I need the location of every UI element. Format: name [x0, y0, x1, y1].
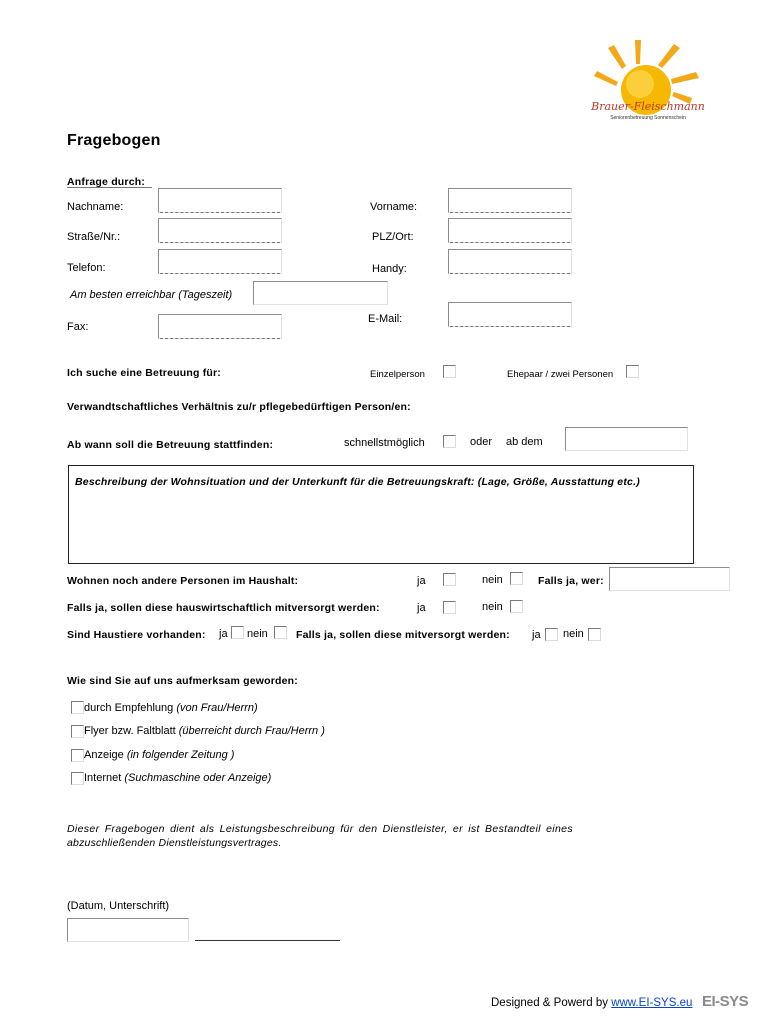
haustiere-mit-nein-label: nein	[563, 628, 584, 640]
company-logo	[588, 38, 708, 126]
anzeige-checkbox[interactable]	[71, 749, 84, 762]
haustiere-mitversorgt-question: Falls ja, sollen diese mitversorgt werden:	[296, 629, 510, 641]
haustiere-mit-ja-checkbox[interactable]	[545, 628, 558, 641]
vorname-label: Vorname:	[370, 201, 418, 213]
flyer-option	[84, 725, 325, 737]
disclaimer-line-2: abzuschließenden Dienstleistungsvertrages.	[67, 837, 282, 849]
haustiere-ja-label: ja	[219, 628, 228, 640]
schnellstmoeglich-label: schnellstmöglich	[344, 437, 425, 449]
wohnsituation-label: Beschreibung der Wohnsituation und der Unterkunft für die Betreuungskraft: (Lage, Größe, Ausstattung etc.)	[75, 476, 640, 488]
flyer-checkbox[interactable]	[71, 725, 84, 738]
nachname-label: Nachname:	[67, 201, 124, 213]
empfehlung-checkbox[interactable]	[71, 701, 84, 714]
fax-label: Fax:	[67, 321, 89, 333]
sun-logo-icon	[588, 38, 708, 126]
empfehlung-label: durch Empfehlung	[84, 702, 174, 714]
anzeige-label: Anzeige	[84, 749, 124, 761]
falls-wer-field[interactable]	[609, 567, 730, 591]
mitversorgt-ja-label: ja	[417, 602, 426, 614]
mitversorgt-nein-label: nein	[482, 601, 503, 613]
einzelperson-label: Einzelperson	[370, 369, 425, 380]
handy-field[interactable]	[448, 249, 572, 274]
disclaimer-line-1: Dieser Fragebogen dient als Leistungsbeschreibung für den Dienstleister, er ist Bestandteil eines	[67, 823, 573, 835]
internet-hint: (Suchmaschine oder Anzeige)	[124, 772, 272, 784]
vorname-underline	[450, 212, 570, 213]
oder-label: oder	[470, 436, 493, 448]
verwandt-question: Verwandtschaftliches Verhältnis zu/r pflegebedürftigen Person/en:	[67, 401, 411, 413]
strasse-field[interactable]	[158, 218, 282, 243]
footer-link[interactable]: www.EI-SYS.eu	[611, 997, 693, 1009]
mitversorgt-nein-checkbox[interactable]	[510, 600, 523, 613]
fax-underline	[160, 338, 280, 339]
signature-line	[195, 940, 340, 941]
telefon-field[interactable]	[158, 249, 282, 274]
fax-field[interactable]	[158, 314, 282, 339]
falls-wer-label: Falls ja, wer:	[538, 575, 604, 587]
vorname-field[interactable]	[448, 188, 572, 213]
handy-label: Handy:	[372, 263, 407, 275]
abdem-label: ab dem	[506, 436, 543, 448]
plz-label: PLZ/Ort:	[372, 231, 414, 243]
logo-subtitle: Seniorenbetreuung Sonnenschein	[610, 115, 686, 121]
footer-text: Designed & Powerd by	[491, 997, 608, 1009]
schnellstmoeglich-checkbox[interactable]	[443, 435, 456, 448]
internet-label: Internet	[84, 772, 122, 784]
empfehlung-option	[84, 702, 258, 714]
nachname-underline	[160, 212, 280, 213]
betreuung-question: Ich suche eine Betreuung für:	[67, 367, 221, 379]
personen-ja-checkbox[interactable]	[443, 573, 456, 586]
ehepaar-label: Ehepaar / zwei Personen	[507, 369, 614, 380]
erreichbar-label: Am besten erreichbar (Tageszeit)	[70, 289, 233, 301]
anzeige-hint: (in folgender Zeitung )	[126, 749, 235, 761]
plz-underline	[450, 242, 570, 243]
empfehlung-hint: (von Frau/Herrn)	[176, 702, 258, 714]
personen-nein-label: nein	[482, 574, 503, 586]
abdem-date-field[interactable]	[565, 427, 688, 451]
flyer-label: Flyer bzw. Faltblatt	[84, 725, 176, 737]
personen-ja-label: ja	[417, 575, 426, 587]
eisys-logo: EI-SYS	[702, 993, 749, 1010]
email-underline	[450, 326, 570, 327]
aufmerksam-question: Wie sind Sie auf uns aufmerksam geworden:	[67, 675, 298, 687]
haustiere-mit-nein-checkbox[interactable]	[588, 628, 601, 641]
nachname-field[interactable]	[158, 188, 282, 213]
internet-checkbox[interactable]	[71, 772, 84, 785]
telefon-underline	[160, 273, 280, 274]
personen-question: Wohnen noch andere Personen im Haushalt:	[67, 575, 299, 587]
strasse-label: Straße/Nr.:	[67, 231, 121, 243]
mitversorgt-question: Falls ja, sollen diese hauswirtschaftlich mitversorgt werden:	[67, 602, 380, 614]
anzeige-option	[84, 749, 234, 761]
anfrage-label: Anfrage durch:	[67, 176, 146, 188]
personen-nein-checkbox[interactable]	[510, 572, 523, 585]
plz-field[interactable]	[448, 218, 572, 243]
abwann-question: Ab wann soll die Betreuung stattfinden:	[67, 439, 274, 451]
anfrage-underline	[67, 187, 152, 188]
page-title: Fragebogen	[67, 132, 161, 149]
datum-unterschrift-label: (Datum, Unterschrift)	[67, 900, 170, 912]
logo-wordmark: Brauer-Fleischmann	[591, 100, 705, 113]
handy-underline	[450, 273, 570, 274]
haustiere-nein-label: nein	[247, 628, 268, 640]
email-label: E-Mail:	[368, 313, 403, 325]
haustiere-nein-checkbox[interactable]	[274, 626, 287, 639]
einzelperson-checkbox[interactable]	[443, 365, 456, 378]
haustiere-question: Sind Haustiere vorhanden:	[67, 629, 206, 641]
internet-option	[84, 772, 271, 784]
ehepaar-checkbox[interactable]	[626, 365, 639, 378]
mitversorgt-ja-checkbox[interactable]	[443, 601, 456, 614]
flyer-hint: (überreicht durch Frau/Herrn )	[178, 725, 325, 737]
telefon-label: Telefon:	[67, 262, 106, 274]
email-field[interactable]	[448, 302, 572, 327]
haustiere-mit-ja-label: ja	[532, 629, 541, 641]
strasse-underline	[160, 242, 280, 243]
datum-field[interactable]	[67, 918, 189, 942]
footer-credit	[491, 997, 692, 1009]
erreichbar-field[interactable]	[253, 281, 388, 305]
haustiere-ja-checkbox[interactable]	[231, 626, 244, 639]
